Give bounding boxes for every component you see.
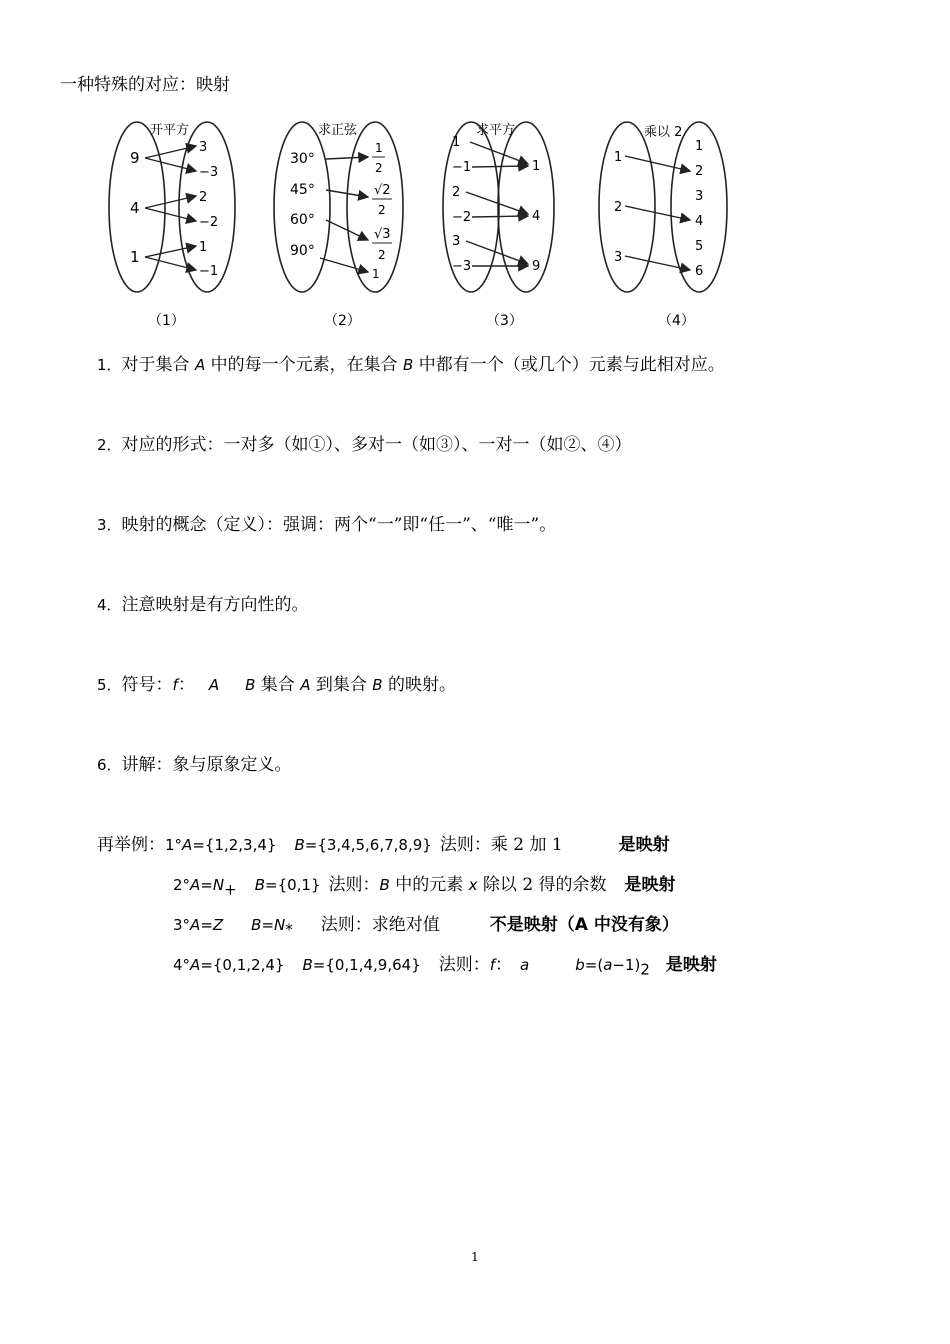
fig3-right-2: 9: [532, 259, 541, 274]
fig3-left-2: 2: [452, 185, 461, 200]
fig4-right-2: 3: [695, 189, 704, 204]
fig2-left-2: 60°: [290, 212, 315, 228]
fig2-right-2: [372, 227, 392, 262]
fig1-left-1: 4: [130, 199, 140, 217]
fig2-right-1: [372, 183, 392, 217]
fig4-right-0: 1: [695, 139, 704, 154]
fig1-right-1: −3: [199, 165, 219, 180]
figure-4: [599, 122, 727, 327]
fig2-right-0: [372, 141, 385, 175]
fig3-rule: 求平方: [476, 123, 516, 138]
fig4-right-4: 5: [695, 239, 704, 254]
fig2-left-3: 90°: [290, 243, 315, 259]
example-3: 3°A=Z $B=N_*$ 法则：求绝对值 不是映射（A 中没有象）: [173, 915, 679, 939]
fig4-caption: （4）: [658, 313, 695, 327]
fig3-left-5: −3: [452, 259, 472, 274]
point-3: 3．映射的概念（定义）：强调：两个“一”即“任一”、“唯一”。: [97, 515, 557, 535]
fig2-left-1: 45°: [290, 182, 315, 198]
fig2-caption: （2）: [324, 313, 361, 327]
fig4-right-1: 2: [695, 164, 704, 179]
fig3-left-4: 3: [452, 234, 461, 249]
fig1-right-4: 1: [199, 240, 208, 255]
figure-1: [109, 122, 235, 327]
example-2: $2^\circ A=N_+$ B={0,1} 法则：B 中的元素 x 除以 2 得的余数 是映射: [173, 875, 676, 899]
point-4: 4．注意映射是有方向性的。: [97, 595, 309, 615]
svg-text:2: 2: [375, 161, 383, 175]
fig1-right-5: −1: [199, 264, 219, 279]
page-number: 1: [471, 1250, 479, 1264]
fig1-right-3: −2: [199, 215, 219, 230]
mapping-figures: [100, 112, 740, 327]
point-5: 5．符号：f： A B 集合 A 到集合 B 的映射。: [97, 675, 456, 695]
example-4: 4°A={0,1,2,4} B={0,1,4,9,64} 法则：f： a $b=(a-1)_2$ 是映射: [173, 955, 717, 979]
fig4-left-0: 1: [614, 150, 623, 165]
fig1-right-0: 3: [199, 140, 208, 155]
fig1-left-0: 9: [130, 149, 140, 167]
fig2-right-3: 1: [372, 267, 380, 281]
point-1: 1．对于集合 A 中的每一个元素，在集合 B 中都有一个（或几个）元素与此相对应。: [97, 355, 725, 375]
fig2-left-0: 30°: [290, 151, 315, 167]
fig3-left-0: 1: [452, 135, 461, 150]
fig1-right-2: 2: [199, 190, 208, 205]
svg-text:√2: √2: [374, 183, 391, 198]
fig4-right-5: 6: [695, 264, 704, 279]
point-6: 6．讲解：象与原象定义。: [97, 755, 292, 775]
fig4-right-3: 4: [695, 214, 704, 229]
page-heading: 一种特殊的对应：映射: [60, 75, 230, 95]
fig3-left-1: −1: [452, 160, 472, 175]
fig1-rule: 开平方: [150, 123, 190, 138]
fig1-caption: （1）: [148, 313, 185, 327]
svg-text:√3: √3: [374, 227, 391, 242]
fig3-caption: （3）: [486, 313, 523, 327]
svg-text:2: 2: [378, 203, 386, 217]
figure-2: [274, 122, 403, 327]
example-1: 再举例：1°A={1,2,3,4} B={3,4,5,6,7,8,9} 法则：乘 2 加 1 是映射: [97, 835, 670, 855]
svg-text:2: 2: [378, 248, 386, 262]
fig4-left-2: 3: [614, 250, 623, 265]
svg-text:1: 1: [375, 141, 383, 155]
point-2: 2．对应的形式：一对多（如①）、多对一（如③）、一对一（如②、④）: [97, 435, 632, 455]
figure-3: [443, 122, 554, 327]
fig1-left-2: 1: [130, 248, 140, 266]
fig3-right-1: 4: [532, 209, 541, 224]
fig2-rule: 求正弦: [318, 123, 358, 138]
fig4-rule: 乘以 2: [644, 125, 683, 140]
fig3-left-3: −2: [452, 210, 472, 225]
fig3-right-0: 1: [532, 159, 541, 174]
fig4-left-1: 2: [614, 200, 623, 215]
